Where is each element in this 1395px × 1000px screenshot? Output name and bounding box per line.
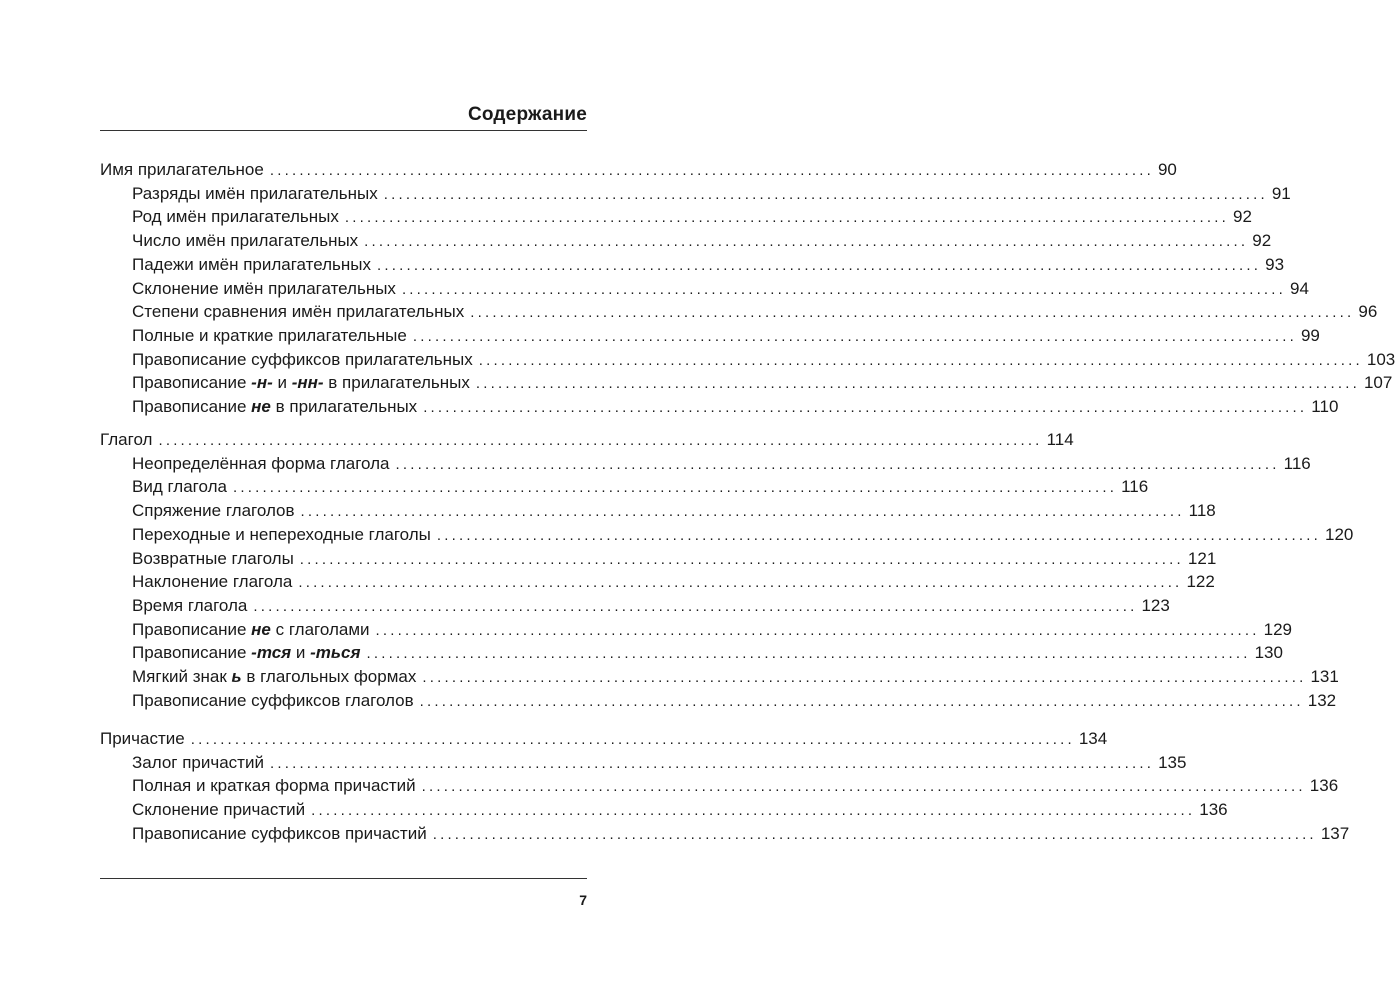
leader-dots: ........................................................................................................................ — [158, 432, 1043, 449]
toc-entry-title: Разряды имён прилагательных — [132, 183, 378, 203]
toc-entry — [100, 371, 1393, 395]
toc-entry — [100, 822, 1350, 846]
toc-section — [100, 428, 1074, 452]
toc-entry-title: Правописание суффиксов причастий — [132, 823, 427, 843]
leader-dots: ........................................................................................................................ — [423, 399, 1308, 416]
toc-page-number: 92 — [1232, 207, 1252, 227]
toc-section-title: Причастие — [100, 729, 185, 748]
header-divider — [100, 130, 587, 131]
toc-page-number: 114 — [1046, 430, 1074, 449]
toc-page-number: 99 — [1300, 325, 1320, 345]
emphasized-term: -н- — [251, 373, 273, 393]
leader-dots: ........................................................................................................................ — [344, 209, 1229, 227]
toc-page-number: 137 — [1320, 823, 1350, 843]
toc-entry-title: Переходные и непереходные глаголы — [132, 524, 431, 544]
toc-entry-title — [132, 641, 360, 665]
toc-page-number: 129 — [1263, 619, 1292, 639]
toc-page-number: 122 — [1186, 572, 1215, 592]
leader-dots: ........................................................................................................................ — [432, 825, 1317, 843]
page-title: Содержание — [467, 104, 587, 125]
emphasized-term: -ться — [310, 643, 361, 663]
toc-page-number: 136 — [1309, 776, 1339, 796]
emphasized-term: -тся — [251, 643, 292, 663]
title-text: Правописание — [132, 373, 252, 393]
leader-dots: ........................................................................................................................ — [470, 304, 1355, 322]
title-text: с глаголами — [270, 619, 370, 639]
toc-page-number: 134 — [1078, 729, 1108, 748]
toc-entry-title: Род имён прилагательных — [132, 207, 339, 227]
toc-page-number: 130 — [1254, 643, 1283, 663]
toc-page-number: 118 — [1188, 501, 1216, 521]
page-header — [100, 104, 587, 130]
toc-entry — [100, 570, 1215, 594]
toc-entry-title: Полная и краткая форма причастий — [132, 776, 416, 796]
toc-entry — [100, 182, 1291, 206]
title-text: и — [291, 643, 311, 663]
toc-page-number: 91 — [1271, 183, 1291, 203]
toc-page-number: 121 — [1187, 548, 1217, 568]
toc-entry — [100, 253, 1285, 277]
leader-dots: ........................................................................................................................ — [377, 256, 1262, 274]
toc-entry — [100, 665, 1339, 689]
toc-entry — [100, 205, 1252, 229]
toc-entry — [100, 452, 1311, 476]
toc-entry — [100, 395, 1339, 419]
toc-entry-title: Склонение причастий — [132, 800, 306, 820]
toc-entry-title: Неопределённая форма глагола — [132, 453, 390, 473]
leader-dots: ........................................................................................................................ — [419, 692, 1304, 710]
toc-entry — [100, 641, 1283, 665]
toc-entry-title: Возвратные глаголы — [132, 548, 294, 568]
toc-entry — [100, 324, 1320, 348]
leader-dots: ........................................................................................................................ — [253, 597, 1138, 615]
title-text: в прилагательных — [323, 373, 470, 393]
toc-page-number: 94 — [1290, 278, 1309, 298]
title-text: Мягкий знак — [132, 667, 232, 686]
toc-entry — [100, 618, 1292, 642]
toc-page-number: 135 — [1158, 752, 1187, 772]
toc-page-number: 93 — [1265, 254, 1285, 274]
toc-entry-title: Полные и краткие прилагательные — [132, 325, 407, 345]
toc-page-number: 103 — [1366, 349, 1395, 369]
toc-section-title: Имя прилагательное — [100, 160, 264, 179]
leader-dots: ........................................................................................................................ — [375, 621, 1260, 639]
toc-entry — [100, 689, 1337, 713]
leader-dots: ........................................................................................................................ — [300, 503, 1185, 521]
leader-dots: ........................................................................................................................ — [383, 185, 1268, 203]
leader-dots: ........................................................................................................................ — [366, 645, 1251, 663]
toc-page-number: 116 — [1121, 477, 1149, 497]
toc-entry-title — [132, 371, 470, 395]
toc-page-number: 120 — [1325, 524, 1354, 544]
leader-dots: ........................................................................................................................ — [475, 375, 1360, 393]
toc-entry-title — [132, 665, 416, 689]
toc-entry-title: Наклонение глагола — [132, 572, 293, 592]
toc-entry — [100, 523, 1354, 547]
toc-page-number: 96 — [1358, 302, 1378, 322]
leader-dots: ........................................................................................................................ — [422, 669, 1307, 686]
leader-dots: ........................................................................................................................ — [421, 778, 1306, 796]
toc-entry-title — [132, 395, 417, 419]
leader-dots: ........................................................................................................................ — [412, 327, 1297, 345]
title-text: Правописание — [132, 643, 252, 663]
toc-page-number: 136 — [1199, 800, 1228, 820]
toc-entry-title: Падежи имён прилагательных — [132, 254, 372, 274]
toc-page-number: 90 — [1157, 160, 1177, 179]
toc-entry-title: Степени сравнения имён прилагательных — [132, 302, 465, 322]
toc-section-title: Глагол — [100, 430, 153, 449]
title-text: и — [272, 373, 292, 393]
toc-entry-title: Число имён прилагательных — [132, 231, 359, 251]
leader-dots: ........................................................................................................................ — [190, 731, 1075, 748]
toc-page-number: 107 — [1363, 373, 1393, 393]
leader-dots: ........................................................................................................................ — [364, 233, 1249, 251]
leader-dots: ........................................................................................................................ — [269, 754, 1155, 772]
leader-dots: ........................................................................................................................ — [401, 280, 1287, 298]
title-text: в прилагательных — [270, 397, 418, 416]
toc-entry-title: Время глагола — [132, 595, 248, 615]
emphasized-term: не — [251, 397, 271, 416]
toc-entry — [100, 300, 1378, 324]
toc-section — [100, 727, 1108, 751]
toc-entry — [100, 229, 1272, 253]
toc-entry-title: Вид глагола — [132, 477, 227, 497]
emphasized-term: не — [251, 619, 271, 639]
toc-entry — [100, 499, 1216, 523]
toc-page-number: 132 — [1307, 690, 1337, 710]
footer-divider — [100, 878, 587, 879]
title-text: Правописание — [132, 619, 252, 639]
page-number: 7 — [579, 892, 587, 908]
toc-page-number: 92 — [1252, 231, 1272, 251]
toc-entry-title: Правописание суффиксов прилагательных — [132, 349, 473, 369]
title-text: Правописание — [132, 397, 252, 416]
toc-entry-title: Залог причастий — [132, 752, 264, 772]
toc-entry — [100, 751, 1187, 775]
toc-entry — [100, 547, 1217, 571]
toc-section — [100, 158, 1177, 182]
toc-entry-title: Правописание суффиксов глаголов — [132, 690, 414, 710]
leader-dots: ........................................................................................................................ — [311, 802, 1196, 820]
toc-entry — [100, 348, 1395, 372]
toc-entry — [100, 594, 1170, 618]
toc-entry — [100, 277, 1309, 301]
title-text: в глагольных формах — [241, 667, 417, 686]
toc-page-number: 123 — [1141, 595, 1170, 615]
emphasized-term: ь — [231, 667, 242, 686]
leader-dots: ........................................................................................................................ — [478, 351, 1363, 369]
leader-dots: ........................................................................................................................ — [436, 526, 1322, 544]
leader-dots: ........................................................................................................................ — [298, 574, 1183, 592]
toc-entry — [100, 798, 1228, 822]
toc-entry — [100, 774, 1339, 798]
leader-dots: ........................................................................................................................ — [232, 479, 1118, 497]
leader-dots: ........................................................................................................................ — [395, 455, 1280, 473]
toc-page-number: 131 — [1310, 667, 1339, 686]
leader-dots: ........................................................................................................................ — [269, 162, 1154, 179]
toc-entry — [100, 475, 1149, 499]
toc-entry-title: Спряжение глаголов — [132, 501, 295, 521]
toc-entry-title: Склонение имён прилагательных — [132, 278, 396, 298]
toc-page-number: 110 — [1311, 397, 1339, 416]
toc-entry-title — [132, 618, 370, 642]
emphasized-term: -нн- — [291, 373, 324, 393]
leader-dots: ........................................................................................................................ — [299, 550, 1184, 568]
toc-page-number: 116 — [1283, 453, 1311, 473]
